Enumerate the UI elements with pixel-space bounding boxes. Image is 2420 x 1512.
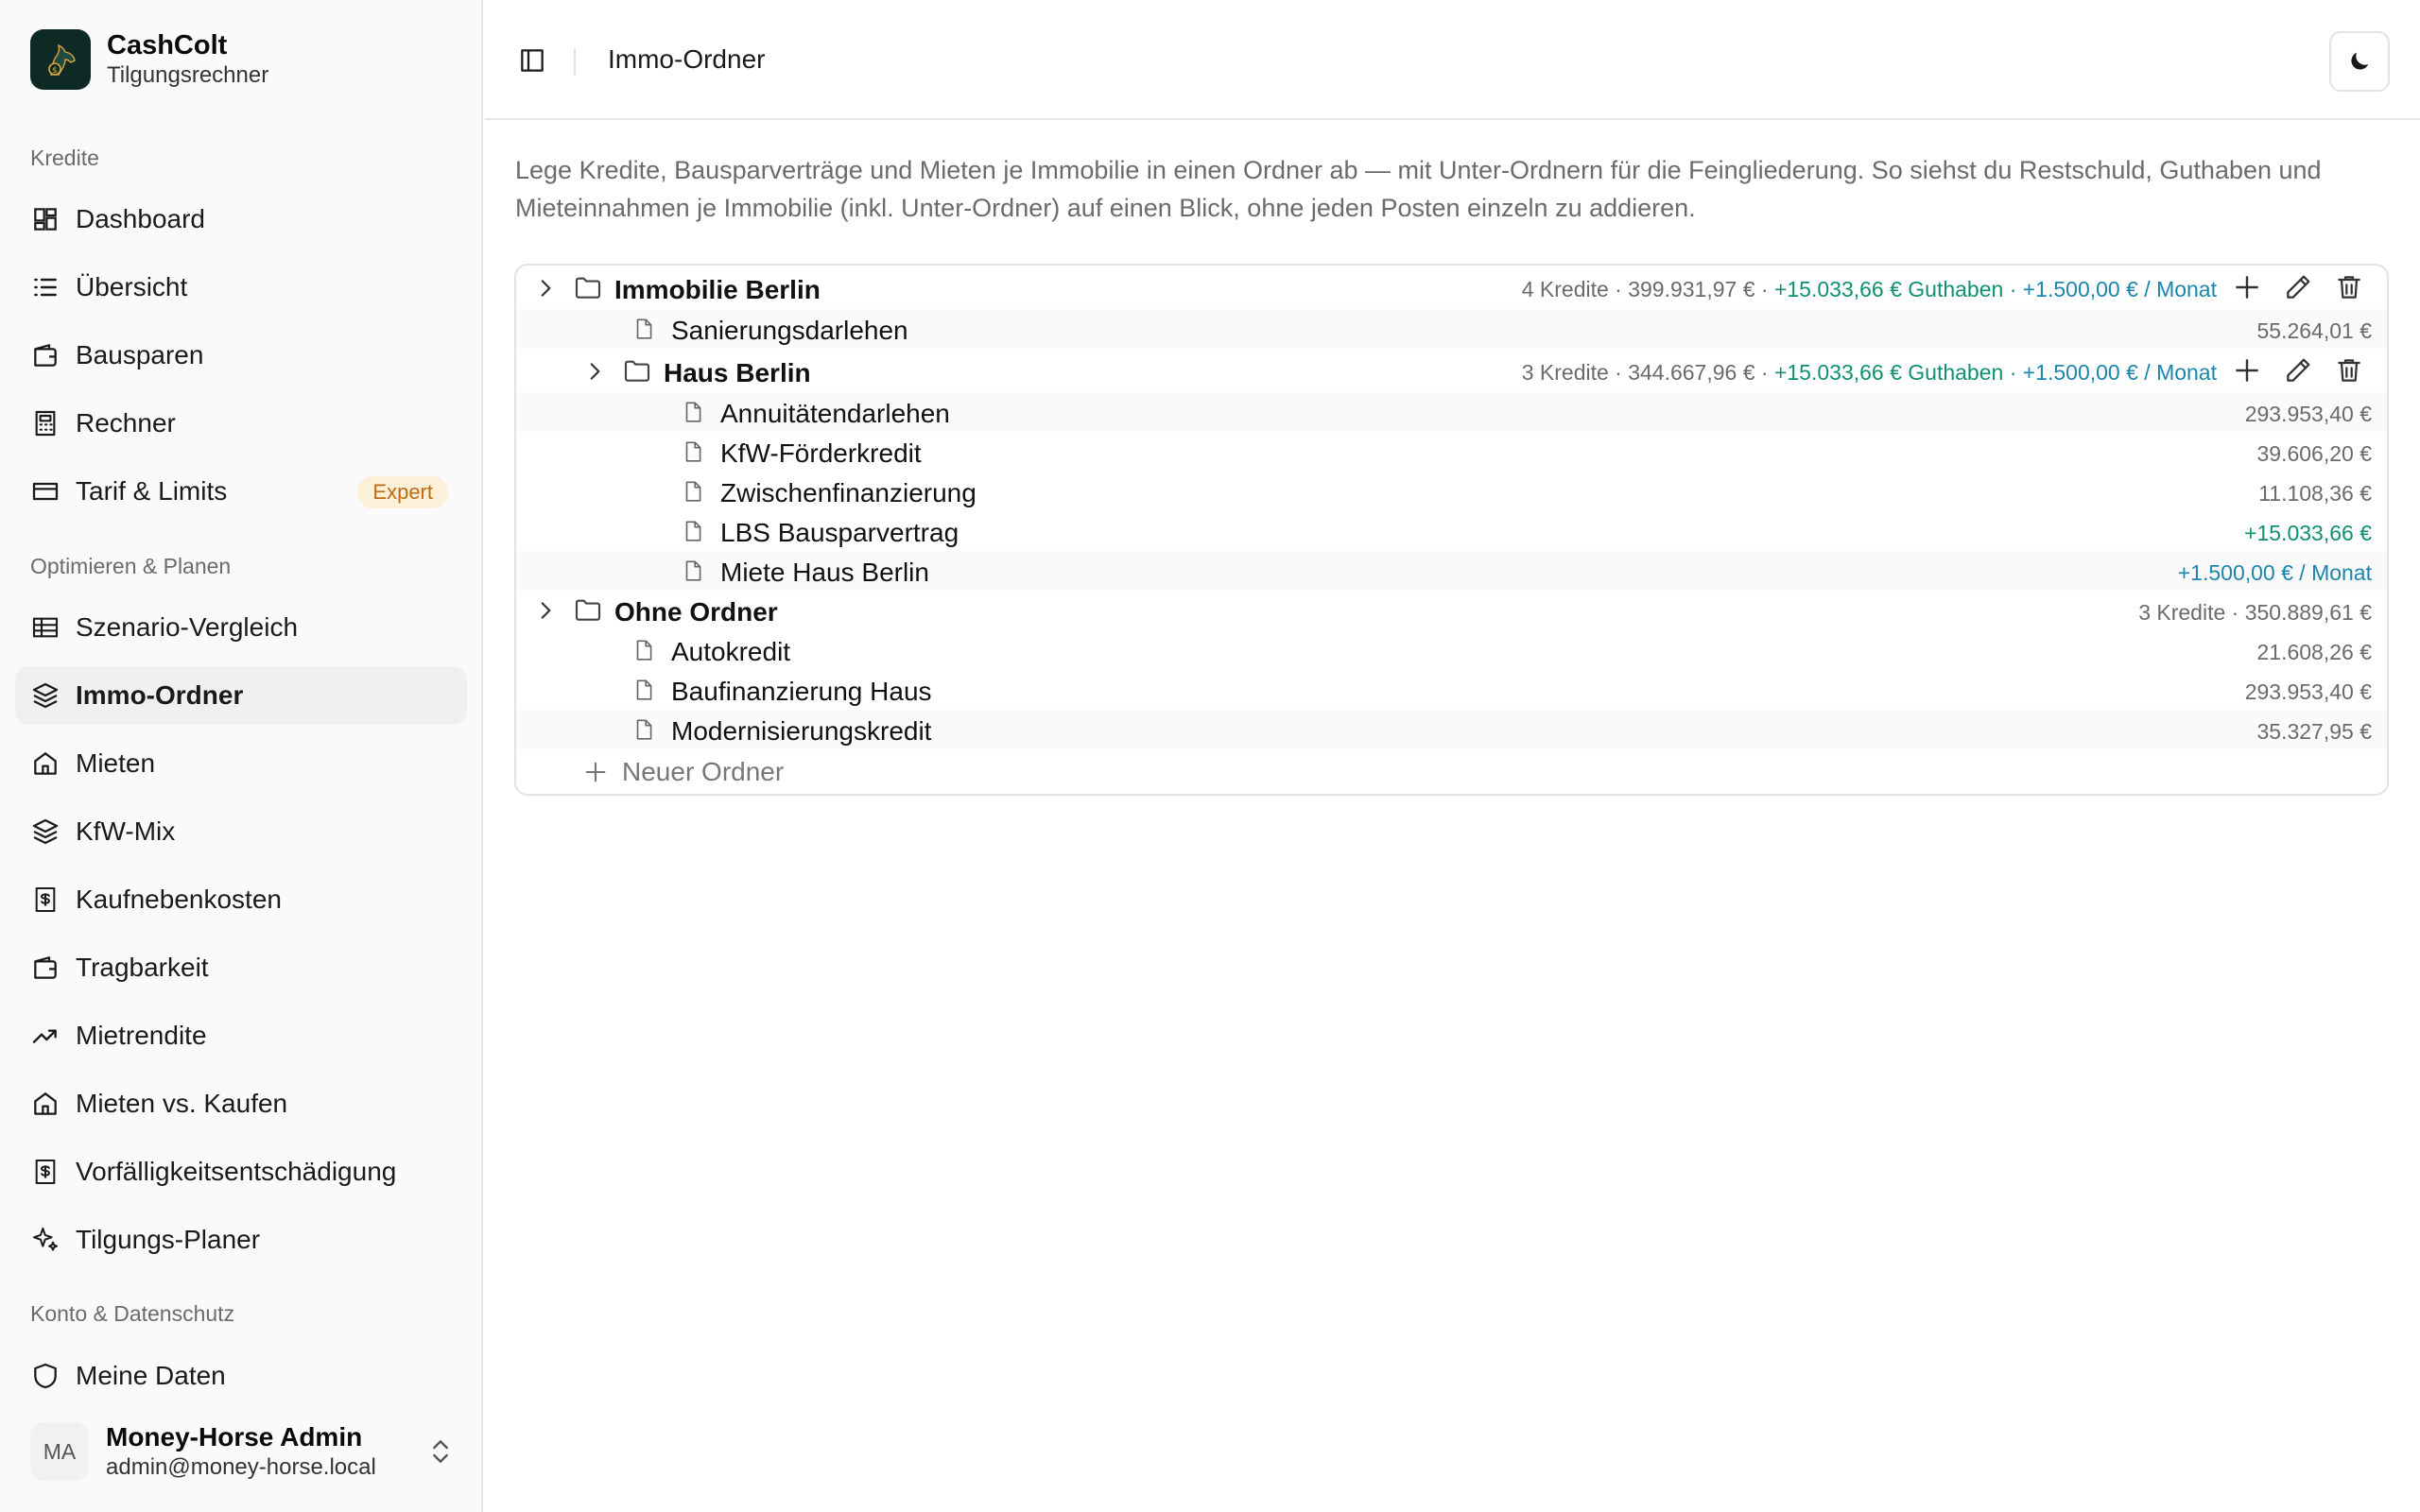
tree-row-item[interactable] <box>516 511 2387 551</box>
calculator-icon <box>30 408 60 438</box>
header-divider <box>574 47 576 76</box>
dashboard-icon <box>30 204 60 234</box>
chevrons-up-down-icon <box>425 1435 456 1469</box>
item-name: LBS Bausparvertrag <box>720 518 959 547</box>
header <box>485 0 2420 120</box>
moon-icon <box>2346 48 2373 75</box>
sidebar-item-uebersicht[interactable] <box>15 258 467 317</box>
folder-credit: +15.033,66 € Guthaben · <box>1773 360 2023 385</box>
tree-row-item[interactable] <box>516 392 2387 432</box>
shield-icon <box>30 1361 60 1391</box>
file-icon <box>681 477 705 506</box>
user-name: Money-Horse Admin <box>106 1422 363 1452</box>
user-menu[interactable] <box>30 1415 465 1488</box>
item-amount: 21.608,26 € <box>2256 640 2372 664</box>
folder-summary <box>1522 277 2217 302</box>
tree-row-item[interactable] <box>516 309 2387 349</box>
sidebar-item-kfw-mix[interactable] <box>15 802 467 861</box>
sidebar-item-mietrendite[interactable] <box>15 1006 467 1065</box>
sidebar-item-label: Tragbarkeit <box>76 953 209 982</box>
receipt-icon <box>30 885 60 915</box>
house-icon <box>30 748 60 779</box>
new-folder-button[interactable] <box>582 757 784 787</box>
brand[interactable] <box>30 29 268 90</box>
folder-count-total: 3 Kredite · 344.667,96 € · <box>1521 360 1774 385</box>
file-icon <box>681 557 705 585</box>
item-name: Modernisierungskredit <box>671 716 932 746</box>
sidebar-item-label: Dashboard <box>76 204 205 233</box>
sidebar-item-tarif-limits[interactable] <box>15 462 467 521</box>
sidebar-item-mieten[interactable] <box>15 734 467 793</box>
sidebar-item-label: Vorfälligkeitsentschädigung <box>76 1157 397 1186</box>
layers-icon <box>30 680 60 711</box>
sidebar-item-immo-ordner[interactable] <box>15 666 467 725</box>
tree-row-item[interactable] <box>516 630 2387 670</box>
wallet-icon <box>30 340 60 370</box>
item-name: Sanierungsdarlehen <box>671 316 908 345</box>
avatar: MA <box>30 1422 89 1481</box>
sidebar <box>0 0 483 1512</box>
item-amount: 11.108,36 € <box>2258 481 2372 506</box>
receipt-icon <box>30 1157 60 1187</box>
tree-row-item[interactable] <box>516 432 2387 472</box>
sidebar-item-meine-daten[interactable] <box>15 1347 467 1405</box>
sidebar-item-label: Mieten vs. Kaufen <box>76 1089 288 1118</box>
cashcolt-logo-icon <box>30 29 91 90</box>
brand-subtitle: Tilgungsrechner <box>107 62 269 88</box>
file-icon <box>631 676 656 704</box>
delete-icon[interactable] <box>2334 355 2364 386</box>
expert-badge: Expert <box>357 476 448 508</box>
edit-icon[interactable] <box>2283 355 2313 386</box>
brand-name: CashColt <box>107 30 228 60</box>
group-label-optimieren: Optimieren & Planen <box>30 554 232 578</box>
folder-summary <box>2138 600 2372 626</box>
page-description: Lege Kredite, Bausparverträge und Mieten je Immobilie in einen Ordner ab — mit Unter-Ordnern für die Feingliederung. So siehst du Restschuld, Guthaben und Mieteinnahmen je Immobilie (inkl. Unter-Ordner) auf einen Blick, ohne jeden Posten einzeln zu addieren. <box>515 156 2322 222</box>
item-amount: +1.500,00 € / Monat <box>2177 560 2372 585</box>
sidebar-item-label: Mieten <box>76 748 156 778</box>
table-icon <box>30 612 60 643</box>
folder-credit: +15.033,66 € Guthaben · <box>1773 277 2023 301</box>
sidebar-item-label: Kaufnebenkosten <box>76 885 282 914</box>
item-amount: 293.953,40 € <box>2244 679 2372 704</box>
sidebar-item-label: Übersicht <box>76 272 188 301</box>
file-icon <box>681 398 705 426</box>
item-name: KfW-Förderkredit <box>720 438 922 468</box>
page-title: Immo-Ordner <box>608 44 766 74</box>
chevron-right-icon[interactable] <box>533 276 558 301</box>
wallet-icon <box>30 953 60 983</box>
item-name: Autokredit <box>671 637 791 666</box>
tree-row-item[interactable] <box>516 551 2387 591</box>
file-icon <box>681 517 705 545</box>
group-label-kredite: Kredite <box>30 146 99 170</box>
sidebar-item-label: Bausparen <box>76 340 204 369</box>
file-icon <box>631 315 656 343</box>
sidebar-item-kaufnebenkosten[interactable] <box>15 870 467 929</box>
edit-icon[interactable] <box>2283 272 2313 302</box>
item-amount: 55.264,01 € <box>2256 318 2372 343</box>
add-icon[interactable] <box>2232 355 2262 386</box>
file-icon <box>631 715 656 744</box>
trending-up-icon <box>30 1021 60 1051</box>
item-amount: 35.327,95 € <box>2256 719 2372 744</box>
list-icon <box>30 272 60 302</box>
sidebar-item-label: Meine Daten <box>76 1361 226 1390</box>
sidebar-item-bausparen[interactable] <box>15 326 467 385</box>
file-icon <box>681 438 705 466</box>
tree-row-folder[interactable] <box>516 591 2387 630</box>
folder-rent: +1.500,00 € / Monat <box>2022 277 2217 301</box>
tree-row-folder[interactable] <box>516 266 2387 309</box>
sidebar-item-rechner[interactable] <box>15 394 467 453</box>
delete-icon[interactable] <box>2334 272 2364 302</box>
sidebar-item-tragbarkeit[interactable] <box>15 938 467 997</box>
folder-rent: +1.500,00 € / Monat <box>2022 360 2217 385</box>
folder-icon <box>622 355 652 386</box>
sidebar-item-label: Mietrendite <box>76 1021 207 1050</box>
user-email: admin@money-horse.local <box>106 1454 376 1480</box>
sidebar-item-vorfaelligkeit[interactable] <box>15 1143 467 1201</box>
item-name: Baufinanzierung Haus <box>671 677 932 706</box>
sidebar-item-tilgungs-planer[interactable] <box>15 1211 467 1269</box>
sidebar-item-label: Szenario-Vergleich <box>76 612 299 642</box>
item-name: Annuitätendarlehen <box>720 399 950 428</box>
sidebar-item-dashboard[interactable] <box>15 190 467 249</box>
tree-row-item[interactable] <box>516 472 2387 511</box>
chevron-right-icon[interactable] <box>582 359 607 384</box>
item-amount: 39.606,20 € <box>2256 441 2372 466</box>
sidebar-toggle-icon[interactable] <box>517 45 547 76</box>
folder-icon <box>573 272 603 302</box>
group-label-konto: Konto & Datenschutz <box>30 1301 235 1326</box>
layers-icon <box>30 816 60 847</box>
folder-tree <box>514 264 2389 796</box>
credit-card-icon <box>30 476 60 507</box>
house-icon <box>30 1089 60 1119</box>
item-amount: 293.953,40 € <box>2244 402 2372 426</box>
folder-count-total: 4 Kredite · 399.931,97 € · <box>1521 277 1774 301</box>
tree-row-item[interactable] <box>516 710 2387 749</box>
folder-name: Immobilie Berlin <box>614 275 821 304</box>
folder-name: Haus Berlin <box>664 358 811 387</box>
item-name: Zwischenfinanzierung <box>720 478 977 507</box>
folder-icon <box>573 594 603 625</box>
sidebar-item-mieten-vs-kaufen[interactable] <box>15 1074 467 1133</box>
plus-icon <box>582 759 609 785</box>
sparkles-icon <box>30 1225 60 1255</box>
folder-name: Ohne Ordner <box>614 597 778 627</box>
sidebar-item-szenario-vergleich[interactable] <box>15 598 467 657</box>
theme-toggle-button[interactable] <box>2329 31 2390 92</box>
folder-count-total: 3 Kredite · 350.889,61 € <box>2138 600 2372 625</box>
chevron-right-icon[interactable] <box>533 598 558 623</box>
file-icon <box>631 636 656 664</box>
sidebar-item-label: Tarif & Limits <box>76 476 228 506</box>
item-amount: +15.033,66 € <box>2244 521 2372 545</box>
item-name: Miete Haus Berlin <box>720 558 929 587</box>
add-icon[interactable] <box>2232 272 2262 302</box>
folder-summary <box>1522 360 2217 386</box>
sidebar-item-label: Rechner <box>76 408 176 438</box>
new-folder-label: Neuer Ordner <box>622 757 785 786</box>
sidebar-item-label: Immo-Ordner <box>76 680 244 710</box>
sidebar-item-label: KfW-Mix <box>76 816 176 846</box>
sidebar-item-label: Tilgungs-Planer <box>76 1225 261 1254</box>
tree-row-folder[interactable] <box>516 349 2387 392</box>
svg-text:$: $ <box>52 66 58 76</box>
tree-row-item[interactable] <box>516 670 2387 710</box>
